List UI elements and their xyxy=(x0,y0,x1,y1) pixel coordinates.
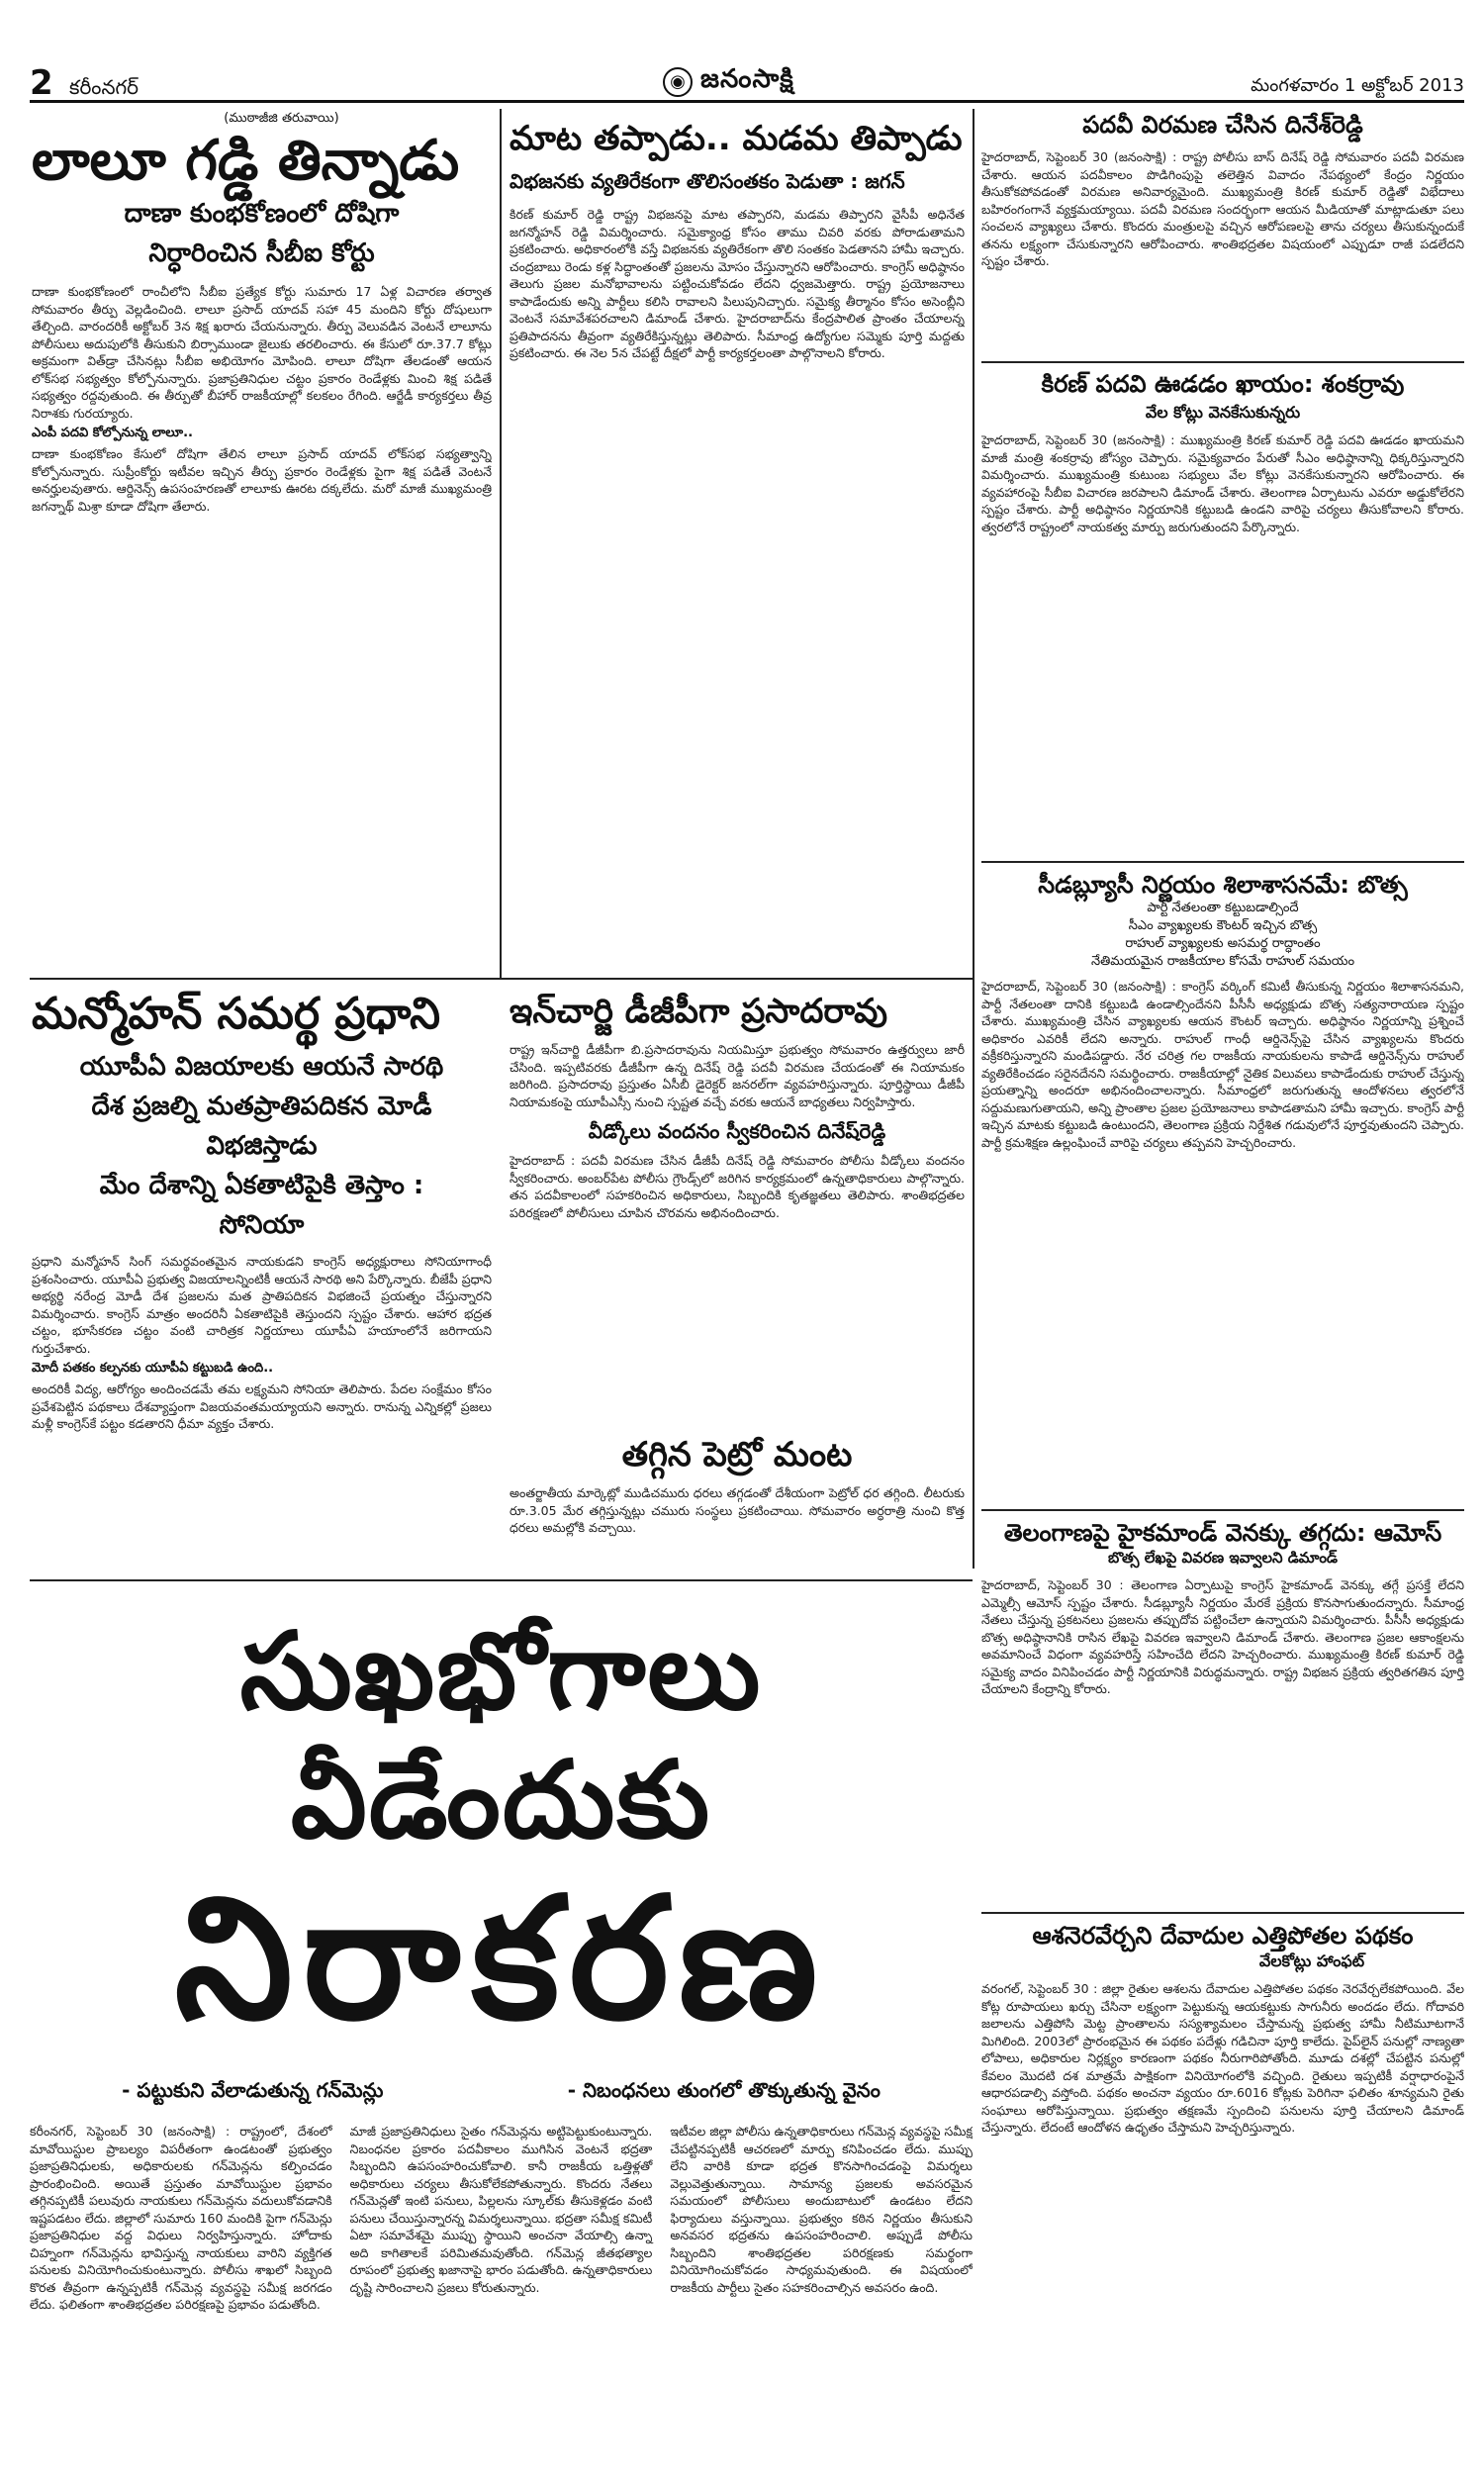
story-lalu xyxy=(32,111,492,972)
section-divider xyxy=(981,1509,1464,1511)
story-deck: విభజిస్తాడు xyxy=(206,1131,318,1161)
story-deck: వేలకోట్లు హాంఫట్ xyxy=(1258,1951,1365,1970)
story-kiran xyxy=(981,368,1464,858)
story-deck: నిర్ధారించిన సీబీఐ కోర్టు xyxy=(148,238,375,268)
issue-date: మంగళవారం 1 అక్టోబర్ 2013 xyxy=(1251,75,1464,96)
story-headline: ఇన్‌చార్జి డీజీపీగా ప్రసాదరావు xyxy=(510,992,888,1031)
page-number: 2 xyxy=(30,63,53,103)
story-body: అందరికీ విద్య, ఆరోగ్యం అందించడమే తమ లక్ష్యమని సోనియా తెలిపారు. పేదల సంక్షేమం కోసం ప్రవేశపెట్టిన పథకాలు దేశవ్యాప్తంగా విజయవంతమయ్యాయని అన్నారు. రానున్న ఎన్నికల్లో ప్రజలు మళ్లీ కాంగ్రెస్‌కే పట్టం కడతారని ధీమా వ్యక్తం చేశారు. xyxy=(32,1381,492,1431)
section-name: కరీంనగర్ xyxy=(69,75,139,99)
lead-column: ఇటీవల జిల్లా పోలీసు ఉన్నతాధికారులు గన్‌మెన్ల వ్యవస్థపై సమీక్ష చేపట్టినప్పటికీ ఆచరణలో మార్పు కనిపించడం లేదు. ముప్పు లేని వారికి కూడా భద్రత కొనసాగించడంపై విమర్శలు వెల్లువెత్తుతున్నాయి. సామాన్య ప్రజలకు అవసరమైన సమయంలో పోలీసులు అందుబాటులో ఉండటం లేదని ఫిర్యాదులు వస్తున్నాయి. ప్రభుత్వం కఠిన నిర్ణయం తీసుకుని అనవసర భద్రతను ఉపసంహరించాలి. అప్పుడే పోలీసు సిబ్బందిని శాంతిభద్రతల పరిరక్షణకు సమర్థంగా వినియోగించుకోవడం సాధ్యమవుతుంది. ఈ విషయంలో రాజకీయ పార్టీలు సైతం సహకరించాల్సిన అవసరం ఉంది. xyxy=(670,2124,973,2295)
story-manmohan xyxy=(32,988,492,1571)
paper-name: జనంసాక్షి xyxy=(700,64,794,94)
lead-subhead: - నిబంధనలు తుంగలో తొక్కుతున్న వైనం xyxy=(567,2078,881,2102)
story-body: దాణా కుంభకోణంలో రాంచీలోని సీబీఐ ప్రత్యేక కోర్టు సుమారు 17 ఏళ్ల విచారణ తర్వాత సోమవారం తీర్పు వెల్లడించింది. లాలూ ప్రసాద్ యాదవ్ సహా 45 మందిని కోర్టు దోషులుగా తేల్చింది. వారందరికీ అక్టోబర్ 3న శిక్ష ఖరారు చేయనున్నారు. తీర్పు వెలువడిన వెంటనే లాలూను పోలీసులు అదుపులోకి తీసుకుని బిర్సాముండా జైలుకు తరలించారు. ఈ కేసులో రూ.37.7 కోట్లు అక్రమంగా విత్‌డ్రా చేసినట్లు సీబీఐ అభియోగం మోపింది. లాలూ దోషిగా తేలడంతో ఆయన లోక్‌సభ సభ్యత్వం కోల్పోనున్నారు. ప్రజాప్రతినిధుల చట్టం ప్రకారం రెండేళ్లకు మించి శిక్ష పడితే సభ్యత్వం రద్దవుతుంది. ఈ తీర్పుతో బీహార్ రాజకీయాల్లో కలకలం రేగింది. ఆర్జేడీ కార్యకర్తలు తీవ్ర నిరాశకు గురయ్యారు. xyxy=(32,284,492,421)
column-divider xyxy=(500,109,502,980)
story-highcommand xyxy=(981,1517,1464,1908)
lead-column: మాజీ ప్రజాప్రతినిధులు సైతం గన్‌మెన్లను అట్టిపెట్టుకుంటున్నారు. నిబంధనల ప్రకారం పదవీకాలం ముగిసిన వెంటనే భద్రతా సిబ్బందిని ఉపసంహరించుకోవాలి. కానీ రాజకీయ ఒత్తిళ్లతో అధికారులు చర్యలు తీసుకోలేకపోతున్నారు. కొందరు నేతలు గన్‌మెన్లతో ఇంటి పనులు, పిల్లలను స్కూల్‌కు తీసుకెళ్లడం వంటి పనులు చేయిస్తున్నారన్న విమర్శలున్నాయి. భద్రతా సమీక్ష కమిటీ ఏటా సమావేశమై ముప్పు స్థాయిని అంచనా వేయాల్సి ఉన్నా అది కాగితాలకే పరిమితమవుతోంది. గన్‌మెన్ల జీతభత్యాల రూపంలో ప్రభుత్వ ఖజానాపై భారం పడుతోంది. ఉన్నతాధికారులు దృష్టి సారించాలని ప్రజలు కోరుతున్నారు. xyxy=(349,2124,653,2295)
story-headline: తగ్గిన పెట్రో మంట xyxy=(621,1435,853,1475)
story-jagan xyxy=(510,117,965,968)
story-body: వరంగల్, సెప్టెంబర్ 30 : జిల్లా రైతుల ఆశలను దేవాదుల ఎత్తిపోతల పథకం నెరవేర్చలేకపోయింది. వేల కోట్ల రూపాయలు ఖర్చు చేసినా లక్ష్యంగా పెట్టుకున్న ఆయకట్టుకు సాగునీరు అందడం లేదు. గోదావరి జలాలను ఎత్తిపోసి మెట్ట ప్రాంతాలను సస్యశ్యామలం చేస్తామన్న ప్రభుత్వ హామీ నీటిమూటగానే మిగిలింది. 2003లో ప్రారంభమైన ఈ పథకం పదేళ్లు గడిచినా పూర్తి కాలేదు. పైప్‌లైన్ పనుల్లో నాణ్యతా లోపాలు, అధికారుల నిర్లక్ష్యం కారణంగా పథకం నీరుగారిపోతోంది. మూడు దశల్లో చేపట్టిన పనుల్లో కేవలం మొదటి దశ మాత్రమే పాక్షికంగా వినియోగంలోకి వచ్చింది. రైతులు ఇప్పటికీ వర్షాధారంపైనే ఆధారపడాల్సి వస్తోంది. పథకం అంచనా వ్యయం రూ.6016 కోట్లకు పెరిగినా ఫలితం శూన్యమని రైతు సంఘాలు ఆరోపిస్తున్నాయి. ప్రభుత్వం తక్షణమే స్పందించి పనులను పూర్తి చేయాలని డిమాండ్ చేస్తున్నారు. లేదంటే ఆందోళన ఉధృతం చేస్తామని హెచ్చరిస్తున్నారు. xyxy=(981,1981,1464,2135)
lead-subheads xyxy=(30,2075,973,2105)
logo-emblem-icon: ◉ xyxy=(663,67,693,97)
section-divider xyxy=(981,861,1464,863)
story-deck: మేం దేశాన్ని ఏకతాటిపైకి తెస్తాం : xyxy=(99,1171,424,1200)
lead-headline: సుఖభోగాలు వీడేందుకు xyxy=(239,1610,763,1862)
story-deck: బొత్స లేఖపై వివరణ ఇవ్వాలని డిమాండ్ xyxy=(1107,1549,1339,1567)
story-headline: మాట తప్పాడు.. మడమ తిప్పాడు xyxy=(510,119,963,158)
story-dinesh xyxy=(981,109,1464,356)
lead-subhead: - పట్టుకుని వేలాడుతున్న గన్‌మెన్లు xyxy=(122,2078,384,2102)
section-divider xyxy=(981,361,1464,363)
story-headline: సీడబ్ల్యూసీ నిర్ణయం శిలాశాసనమే: బొత్స xyxy=(1038,871,1408,899)
story-headline: తెలంగాణపై హైకమాండ్ వెనక్కు తగ్గదు: ఆమోస్ xyxy=(1003,1519,1442,1547)
lead-headline: నిరాకరణ xyxy=(174,1861,828,2057)
masthead xyxy=(30,65,1464,103)
story-deck: పార్టీ నేతలంతా కట్టుబడాల్సిందే xyxy=(1147,901,1299,915)
story-deck: విభజనకు వ్యతిరేకంగా తొలిసంతకం పెడుతా : జగన్ xyxy=(510,169,905,193)
story-deck: దాణా కుంభకోణంలో దోషిగా xyxy=(124,199,400,229)
lead-column: కరీంనగర్, సెప్టెంబర్ 30 (జనంసాక్షి) : రాష్ట్రంలో, దేశంలో మావోయిస్టుల ప్రాబల్యం విపరీతంగా ఉండటంతో ప్రభుత్వం ప్రజాప్రతినిధులకు, అధికారులకు గన్‌మెన్లను కల్పించడం ప్రారంభించింది. అయితే ప్రస్తుతం మావోయిస్టుల ప్రభావం తగ్గినప్పటికీ పలువురు నాయకులు గన్‌మెన్లను వదులుకోవడానికి ఇష్టపడటం లేదు. జిల్లాలో సుమారు 160 మందికి పైగా గన్‌మెన్లు ప్రజాప్రతినిధుల వద్ద విధులు నిర్వహిస్తున్నారు. హోదాకు చిహ్నంగా గన్‌మెన్లను భావిస్తున్న నాయకులు వారిని వ్యక్తిగత పనులకు వినియోగించుకుంటున్నారు. పోలీసు శాఖలో సిబ్బంది కొరత తీవ్రంగా ఉన్నప్పటికీ గన్‌మెన్ల వ్యవస్థపై సమీక్ష జరగడం లేదు. ఫలితంగా శాంతిభద్రతల పరిరక్షణపై ప్రభావం పడుతోంది. xyxy=(30,2124,332,2312)
story-petrol xyxy=(510,1433,965,1571)
story-body: ప్రధాని మన్మోహన్ సింగ్ సమర్థవంతమైన నాయకుడని కాంగ్రెస్ అధ్యక్షురాలు సోనియాగాంధీ ప్రశంసించారు. యూపీఏ ప్రభుత్వ విజయాలన్నింటికీ ఆయనే సారథి అని పేర్కొన్నారు. బీజేపీ ప్రధాని అభ్యర్థి నరేంద్ర మోడీ దేశ ప్రజలను మత ప్రాతిపదికన విభజించే ప్రయత్నం చేస్తున్నారని విమర్శించారు. కాంగ్రెస్ మాత్రం అందరినీ ఏకతాటిపైకి తెస్తుందని స్పష్టం చేశారు. ఆహార భద్రత చట్టం, భూసేకరణ చట్టం వంటి చారిత్రక నిర్ణయాలు యూపీఏ హయాంలోనే జరిగాయని గుర్తుచేశారు. xyxy=(32,1254,492,1356)
story-headline: లాలూ గడ్డి తిన్నాడు xyxy=(32,129,460,193)
story-subhead: మోదీ పతకం కల్పనకు యూపీఏ కట్టుబడి ఉంది.. xyxy=(32,1361,274,1376)
paper-logo xyxy=(663,65,890,99)
column-divider xyxy=(973,109,974,1569)
story-deck: సీఎం వ్యాఖ్యలకు కౌంటర్ ఇచ్చిన బొత్స xyxy=(1128,918,1318,933)
lead-columns xyxy=(30,2123,973,2314)
story-deck: దేశ ప్రజల్ని మతప్రాతిపదికన మోడీ xyxy=(91,1092,432,1121)
story-headline: మన్మోహన్ సమర్థ ప్రధాని xyxy=(32,989,440,1039)
story-lead xyxy=(30,1588,973,2459)
story-headline: పదవీ విరమణ చేసిన దినేశ్‌రెడ్డి xyxy=(1082,111,1363,139)
story-body: హైదరాబాద్, సెప్టెంబర్ 30 : తెలంగాణ ఏర్పాటుపై కాంగ్రెస్ హైకమాండ్ వెనక్కు తగ్గే ప్రసక్తే లేదని ఎమ్మెల్సీ ఆమోస్ స్పష్టం చేశారు. సీడబ్ల్యూసీ నిర్ణయం మేరకే ప్రక్రియ కొనసాగుతుందన్నారు. సీమాంధ్ర నేతలు చేస్తున్న ప్రకటనలు ప్రజలను తప్పుదోవ పట్టించేలా ఉన్నాయని విమర్శించారు. పీసీసీ అధ్యక్షుడు బొత్స అధిష్ఠానానికి రాసిన లేఖపై వివరణ ఇవ్వాలని డిమాండ్ చేశారు. తెలంగాణ ప్రజల ఆకాంక్షలను అవమానించే విధంగా వ్యవహరిస్తే సహించేది లేదని హెచ్చరించారు. ముఖ్యమంత్రి కిరణ్ కుమార్ రెడ్డి సమైక్య వాదం వినిపించడం పార్టీ నిర్ణయానికి విరుద్ధమన్నారు. రాష్ట్ర విభజన ప్రక్రియ త్వరితగతిన పూర్తి చేయాలని కేంద్రాన్ని కోరారు. xyxy=(981,1577,1464,1696)
story-headline: కిరణ్ పదవి ఊడడం ఖాయం: శంకర్రావు xyxy=(1041,370,1405,398)
story-body: హైదరాబాద్, సెప్టెంబర్ 30 (జనంసాక్షి) : ముఖ్యమంత్రి కిరణ్ కుమార్ రెడ్డి పదవి ఊడడం ఖాయమని మాజీ మంత్రి శంకర్రావు జోస్యం చెప్పారు. సమైక్యవాదం పేరుతో సీఎం అధిష్ఠానాన్ని ధిక్కరిస్తున్నారని విమర్శించారు. ముఖ్యమంత్రి కుటుంబ సభ్యులు వేల కోట్లు వెనకేసుకున్నారని ఆరోపించారు. ఈ వ్యవహారంపై సీబీఐ విచారణ జరపాలని డిమాండ్ చేశారు. తెలంగాణ ఏర్పాటును ఎవరూ అడ్డుకోలేరని స్పష్టం చేశారు. పార్టీ అధిష్ఠానం నిర్ణయానికి కట్టుబడి ఉండని వారిపై చర్యలు తీసుకోవాలని కోరారు. త్వరలోనే రాష్ట్రంలో నాయకత్వ మార్పు జరుగుతుందని పేర్కొన్నారు. xyxy=(981,432,1464,534)
story-deck: రాహుల్ వ్యాఖ్యలకు అసమర్థ రాద్ధాంతం xyxy=(1125,936,1321,951)
story-kicker: (ముఠాజీజి తరువాయి) xyxy=(224,111,339,126)
story-subhead: వీడ్కోలు వందనం స్వీకరించిన దినేష్‌రెడ్డి xyxy=(588,1119,886,1143)
story-deck: నేతిమయమైన రాజకీయాల కోసమే రాహుల్ సమయం xyxy=(1090,954,1355,969)
section-divider xyxy=(30,1579,973,1581)
story-body: హైదరాబాద్, సెప్టెంబర్ 30 (జనంసాక్షి) : కాంగ్రెస్ వర్కింగ్ కమిటీ తీసుకున్న నిర్ణయం శిలాశాసనమని, పార్టీ నేతలంతా దానికి కట్టుబడి ఉండాల్సిందేనని పీసీసీ అధ్యక్షుడు బొత్స సత్యనారాయణ స్పష్టం చేశారు. ముఖ్యమంత్రి చేసిన వ్యాఖ్యలకు ఆయన కౌంటర్ ఇచ్చారు. అధిష్ఠానం నిర్ణయాన్ని ప్రశ్నించే అధికారం ఎవరికీ లేదని అన్నారు. రాహుల్ గాంధీ ఆర్డినెన్స్‌పై చేసిన వ్యాఖ్యలను కొందరు వక్రీకరిస్తున్నారని మండిపడ్డారు. నేర చరిత్ర గల రాజకీయ నాయకులను కాపాడే ఆర్డినెన్స్‌ను రాహుల్ వ్యతిరేకించడం సరైనదేనని సమర్థించారు. రాజకీయాల్లో నైతిక విలువలు కాపాడేందుకు రాహుల్ చేస్తున్న ప్రయత్నాన్ని అందరూ అభినందించాలన్నారు. సీమాంధ్రలో జరుగుతున్న ఆందోళనలు త్వరలోనే సద్దుమణుగుతాయని, అన్ని ప్రాంతాల ప్రజల ప్రయోజనాలు కాపాడతామని హామీ ఇచ్చారు. కాంగ్రెస్ పార్టీ ఇచ్చిన మాటకు కట్టుబడి ఉంటుందని, తెలంగాణ ప్రక్రియ నిర్దేశిత గడువులోనే పూర్తవుతుందని చెప్పారు. పార్టీ క్రమశిక్షణ ఉల్లంఘించే వారిపై చర్యలు తప్పవని హెచ్చరించారు. xyxy=(981,979,1464,1150)
story-subhead: ఎంపీ పదవి కోల్పోనున్న లాలూ.. xyxy=(32,426,193,440)
story-deck: వేల కోట్లు వెనకేసుకున్నరు xyxy=(1145,403,1301,422)
story-botsa xyxy=(981,869,1464,1502)
story-dgp xyxy=(510,990,965,1425)
story-deck: యూపీఏ విజయాలకు ఆయనే సారథి xyxy=(79,1052,444,1082)
story-body: దాణా కుంభకోణం కేసులో దోషిగా తేలిన లాలూ ప్రసాద్ యాదవ్ లోక్‌సభ సభ్యత్వాన్ని కోల్పోనున్నారు. సుప్రీంకోర్టు ఇటీవల ఇచ్చిన తీర్పు ప్రకారం రెండేళ్లకు పైగా శిక్ష పడితే వెంటనే అనర్హులవుతారు. ఆర్డినెన్స్ ఉపసంహరణతో లాలూకు ఊరట దక్కలేదు. మరో మాజీ ముఖ్యమంత్రి జగన్నాథ్ మిశ్రా కూడా దోషిగా తేలారు. xyxy=(32,446,492,514)
story-body: హైదరాబాద్, సెప్టెంబర్ 30 (జనంసాక్షి) : రాష్ట్ర పోలీసు బాస్ దినేష్ రెడ్డి సోమవారం పదవీ విరమణ చేశారు. ఆయన పదవీకాలం పొడిగింపుపై తలెత్తిన వివాదం నేపథ్యంలో కేంద్రం నిర్ణయం తీసుకోకపోవడంతో విరమణ అనివార్యమైంది. ముఖ్యమంత్రి కిరణ్ కుమార్ రెడ్డితో విభేదాలు బహిరంగంగానే వ్యక్తమయ్యాయి. పదవీ విరమణ సందర్భంగా ఆయన మీడియాతో మాట్లాడుతూ పలు సంచలన వ్యాఖ్యలు చేశారు. కొందరు మంత్రులపై వచ్చిన ఆరోపణలపై తాను చర్యలు తీసుకున్నందుకే తనను లక్ష్యంగా చేసుకున్నారని ఆరోపించారు. శాంతిభద్రతల విషయంలో ఎప్పుడూ రాజీ పడలేదని స్పష్టం చేశారు. xyxy=(981,149,1464,268)
section-divider xyxy=(981,1912,1464,1914)
story-headline: ఆశనెరవేర్చని దేవాదుల ఎత్తిపోతల పథకం xyxy=(1032,1922,1414,1950)
story-body: రాష్ట్ర ఇన్‌చార్జి డీజీపీగా బి.ప్రసాదరావును నియమిస్తూ ప్రభుత్వం సోమవారం ఉత్తర్వులు జారీ చేసింది. ఇప్పటివరకు డీజీపీగా ఉన్న దినేష్ రెడ్డి పదవీ విరమణ చేయడంతో ఈ నియామకం జరిగింది. ప్రసాదరావు ప్రస్తుతం ఏసీబీ డైరెక్టర్ జనరల్‌గా వ్యవహరిస్తున్నారు. పూర్తిస్థాయి డీజీపీ నియామకంపై యూపీఎస్సీ నుంచి స్పష్టత వచ్చే వరకు ఆయనే బాధ్యతలు నిర్వహిస్తారు. xyxy=(510,1042,965,1109)
story-deck: సోనియా xyxy=(219,1210,305,1240)
section-divider xyxy=(30,978,973,980)
story-body: కిరణ్ కుమార్ రెడ్డి రాష్ట్ర విభజనపై మాట తప్పారని, మడమ తిప్పారని వైసీపీ అధినేత జగన్మోహన్ రెడ్డి విమర్శించారు. సమైక్యాంధ్ర కోసం తాము చివరి వరకు పోరాడుతామని ప్రకటించారు. అధికారంలోకి వస్తే విభజనకు వ్యతిరేకంగా తొలి సంతకం పెడతానని హామీ ఇచ్చారు. చంద్రబాబు రెండు కళ్ల సిద్ధాంతంతో ప్రజలను మోసం చేస్తున్నారని ఆరోపించారు. కాంగ్రెస్ అధిష్ఠానం తెలుగు ప్రజల మనోభావాలను పట్టించుకోవడం లేదని ధ్వజమెత్తారు. రాష్ట్ర ప్రయోజనాలు కాపాడేందుకు అన్ని పార్టీలు కలిసి రావాలని పిలుపునిచ్చారు. సమైక్య తీర్మానం కోసం అసెంబ్లీని వెంటనే సమావేశపరచాలని డిమాండ్ చేశారు. హైదరాబాద్‌ను కేంద్రపాలిత ప్రాంతం చేయాలన్న ప్రతిపాదనను తీవ్రంగా వ్యతిరేకిస్తున్నట్లు తెలిపారు. సీమాంధ్ర ఉద్యోగుల సమ్మెకు పూర్తి మద్దతు ప్రకటించారు. ఈ నెల 5న చేపట్టే దీక్షలో పార్టీ కార్యకర్తలంతా పాల్గొనాలని కోరారు. xyxy=(510,207,965,360)
story-body: అంతర్జాతీయ మార్కెట్లో ముడిచమురు ధరలు తగ్గడంతో దేశీయంగా పెట్రోల్ ధర తగ్గింది. లీటరుకు రూ.3.05 మేర తగ్గిస్తున్నట్లు చమురు సంస్థలు ప్రకటించాయి. సోమవారం అర్ధరాత్రి నుంచి కొత్త ధరలు అమల్లోకి వచ్చాయి. xyxy=(510,1485,965,1535)
story-body: హైదరాబాద్ : పదవీ విరమణ చేసిన డీజీపీ దినేష్ రెడ్డి సోమవారం పోలీసు వీడ్కోలు వందనం స్వీకరించారు. అంబర్‌పేట పోలీసు గ్రౌండ్స్‌లో జరిగిన కార్యక్రమంలో ఉన్నతాధికారులు పాల్గొన్నారు. తన పదవీకాలంలో సహకరించిన అధికారులు, సిబ్బందికి కృతజ్ఞతలు తెలిపారు. శాంతిభద్రతల పరిరక్షణలో పోలీసులు చూపిన చొరవను అభినందించారు. xyxy=(510,1153,965,1220)
story-scheme xyxy=(981,1920,1464,2454)
